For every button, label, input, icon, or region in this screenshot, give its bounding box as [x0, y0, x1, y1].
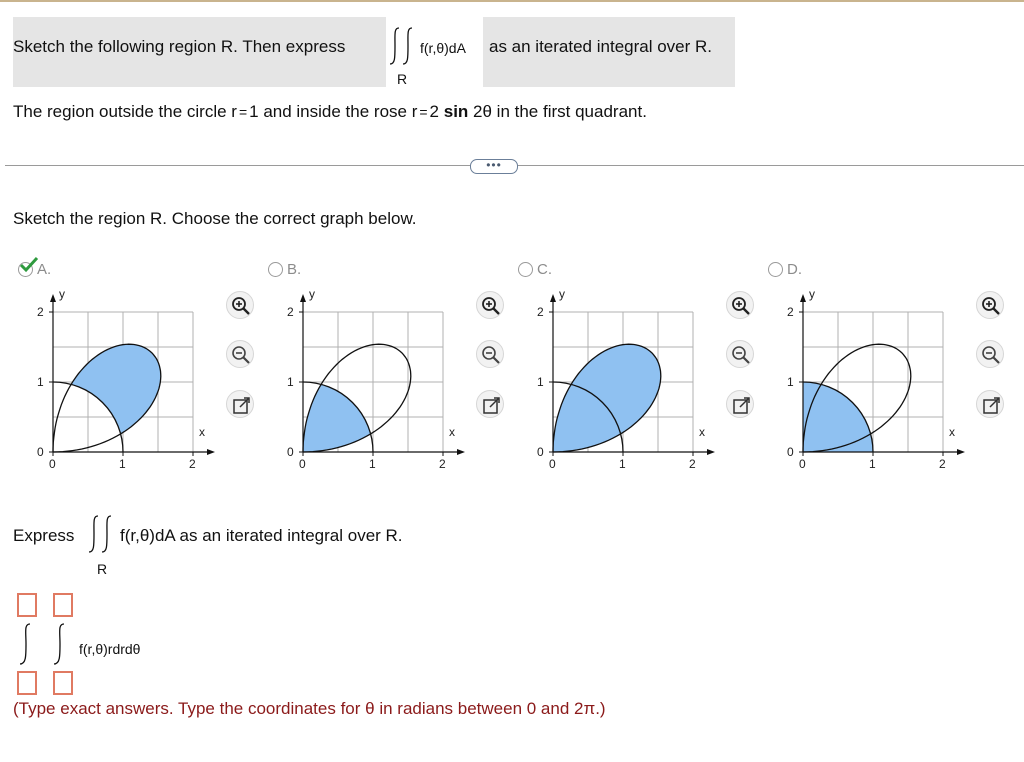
region-description: The region outside the circle r = 1 and inside the rose r = 2 sin 2θ in the first quadrant. [13, 102, 647, 121]
shaded-region [71, 344, 161, 434]
x-axis-arrow [457, 449, 465, 455]
zoom-out-button[interactable] [226, 340, 254, 368]
zoom-in-icon [481, 296, 501, 316]
shaded-region [803, 382, 873, 452]
y-tick-label: 1 [537, 375, 544, 389]
x-tick-label: 0 [299, 457, 306, 471]
y-tick-label: 0 [787, 445, 794, 459]
y-tick-label: 1 [787, 375, 794, 389]
x-tick-label: 2 [439, 457, 446, 471]
unit-circle-arc [53, 382, 123, 452]
inner-upper-limit-input[interactable] [53, 593, 73, 617]
zoom-out-button[interactable] [476, 340, 504, 368]
option-letter: A. [37, 261, 52, 278]
x-tick-label: 1 [369, 457, 376, 471]
rose-curve [553, 344, 661, 452]
x-tick-label: 1 [119, 457, 126, 471]
pop-out-button[interactable] [726, 390, 754, 418]
inner-lower-limit-input[interactable] [53, 671, 73, 695]
part2-integrand: f(r,θ)dA as an iterated integral over R. [120, 526, 403, 545]
zoom-in-icon [231, 296, 251, 316]
zoom-out-icon [481, 345, 501, 365]
zoom-out-icon [231, 345, 251, 365]
question-suffix: as an iterated integral over R. [489, 37, 713, 56]
y-tick-label: 1 [37, 375, 44, 389]
y-tick-label: 2 [537, 305, 544, 319]
unit-circle-arc [553, 382, 623, 452]
x-axis-label: x [699, 425, 705, 439]
y-axis-label: y [59, 287, 65, 301]
x-tick-label: 0 [549, 457, 556, 471]
pop-out-button[interactable] [976, 390, 1004, 418]
rose-curve [303, 344, 411, 452]
answer-instructions: (Type exact answers. Type the coordinates for θ in radians between 0 and 2π.) [13, 699, 606, 718]
option-letter: B. [287, 261, 302, 278]
x-tick-label: 1 [619, 457, 626, 471]
rose-curve [803, 344, 911, 452]
x-axis-label: x [949, 425, 955, 439]
y-axis-arrow [50, 294, 56, 302]
zoom-in-icon [981, 296, 1001, 316]
x-tick-label: 0 [49, 457, 56, 471]
outer-upper-limit-input[interactable] [17, 593, 37, 617]
x-axis-arrow [707, 449, 715, 455]
option-letter: C. [537, 261, 552, 278]
part2-prefix: Express [13, 526, 75, 545]
unit-circle-arc [303, 382, 373, 452]
zoom-in-icon [731, 296, 751, 316]
y-axis-arrow [800, 294, 806, 302]
y-tick-label: 1 [287, 375, 294, 389]
pop-out-button[interactable] [476, 390, 504, 418]
zoom-out-button[interactable] [726, 340, 754, 368]
zoom-out-button[interactable] [976, 340, 1004, 368]
y-axis-label: y [809, 287, 815, 301]
option-radio[interactable] [268, 262, 283, 277]
pop-out-icon [731, 395, 751, 415]
option-letter: D. [787, 261, 802, 278]
option-radio[interactable] [768, 262, 783, 277]
x-tick-label: 2 [689, 457, 696, 471]
zoom-in-button[interactable] [226, 291, 254, 319]
unit-circle-arc [803, 382, 873, 452]
top-border [0, 0, 1024, 2]
x-axis-arrow [207, 449, 215, 455]
iterated-integrand: f(r,θ)rdrdθ [79, 641, 141, 657]
zoom-out-icon [731, 345, 751, 365]
y-axis-label: y [559, 287, 565, 301]
question-integrand: f(r,θ)dA [420, 40, 466, 56]
x-tick-label: 1 [869, 457, 876, 471]
part2-double-integral-sign [87, 512, 121, 556]
zoom-out-icon [981, 345, 1001, 365]
shaded-region [303, 384, 371, 452]
show-more-button[interactable]: ••• [470, 159, 518, 174]
x-axis-arrow [957, 449, 965, 455]
pop-out-icon [981, 395, 1001, 415]
y-axis-arrow [550, 294, 556, 302]
zoom-in-button[interactable] [976, 291, 1004, 319]
option-radio[interactable] [518, 262, 533, 277]
x-tick-label: 2 [189, 457, 196, 471]
pop-out-button[interactable] [226, 390, 254, 418]
zoom-in-button[interactable] [726, 291, 754, 319]
question-prefix: Sketch the following region R. Then express [13, 37, 346, 56]
y-tick-label: 2 [37, 305, 44, 319]
y-tick-label: 0 [37, 445, 44, 459]
y-axis-label: y [309, 287, 315, 301]
part1-prompt: Sketch the region R. Choose the correct graph below. [13, 209, 417, 228]
y-tick-label: 0 [537, 445, 544, 459]
y-tick-label: 0 [287, 445, 294, 459]
rose-curve [53, 344, 161, 452]
zoom-in-button[interactable] [476, 291, 504, 319]
y-tick-label: 2 [287, 305, 294, 319]
shaded-region [553, 344, 661, 452]
pop-out-icon [231, 395, 251, 415]
y-axis-arrow [300, 294, 306, 302]
double-integral-sign [388, 24, 422, 68]
outer-lower-limit-input[interactable] [17, 671, 37, 695]
x-tick-label: 2 [939, 457, 946, 471]
x-axis-label: x [449, 425, 455, 439]
iterated-integral-signs [18, 620, 82, 668]
pop-out-icon [481, 395, 501, 415]
x-axis-label: x [199, 425, 205, 439]
y-tick-label: 2 [787, 305, 794, 319]
x-tick-label: 0 [799, 457, 806, 471]
integral-region-label: R [397, 71, 408, 87]
part2-region-label: R [97, 561, 108, 577]
